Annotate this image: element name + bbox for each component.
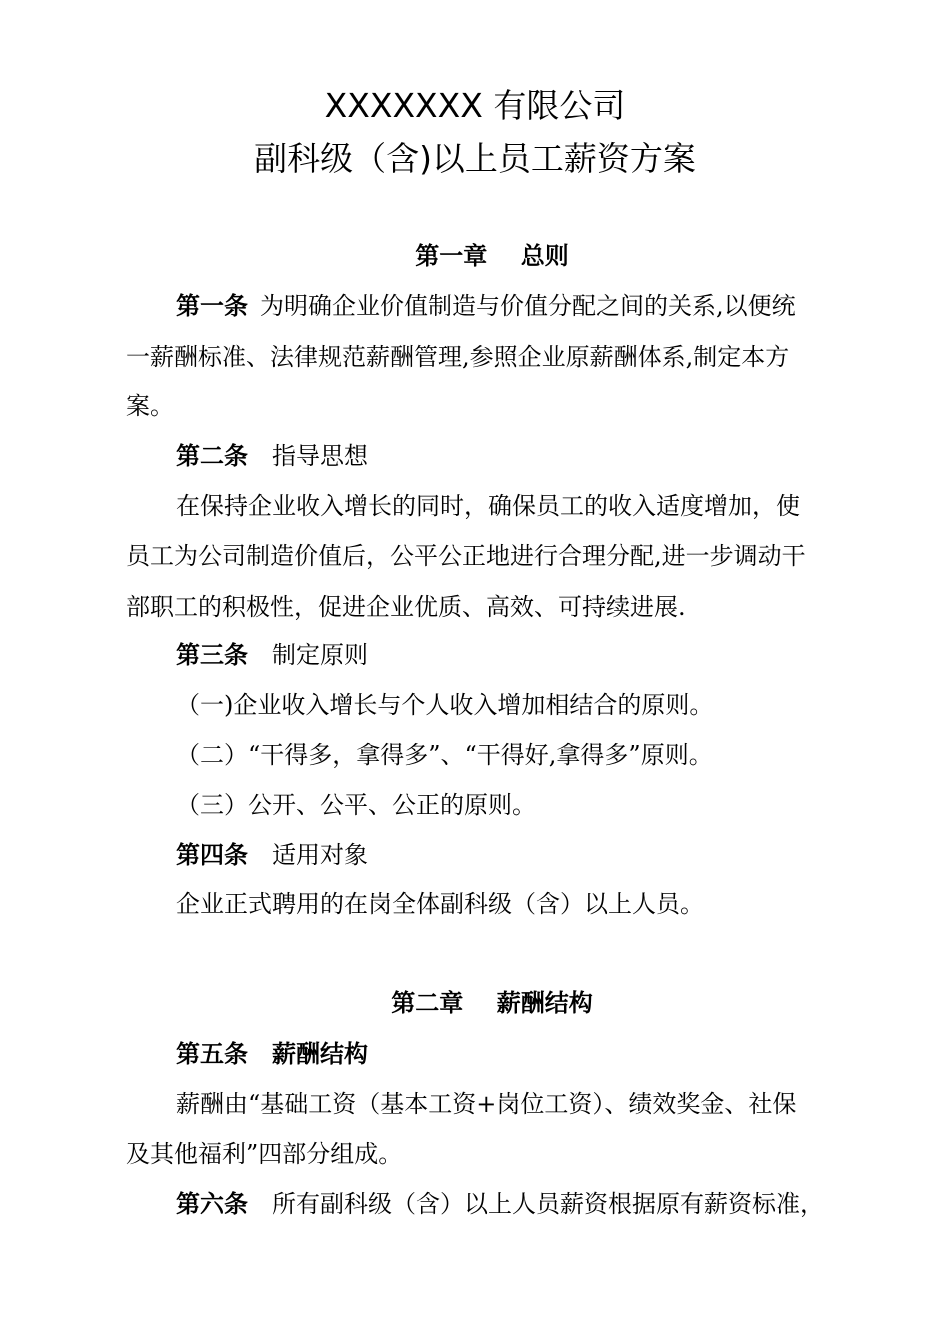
article-1-line-2: 一薪酬标准、法律规范薪酬管理,参照企业原薪酬体系,制定本方: [126, 343, 790, 371]
article-3-heading-line: [176, 640, 368, 670]
chapter-1-heading: 第一章 总则: [415, 242, 569, 270]
article-5-heading-line: [176, 1039, 368, 1069]
article-1-line-3: 案。: [126, 392, 174, 420]
article-2-heading: 指导思想: [272, 442, 368, 470]
chapter-2-heading: 第二章 薪酬结构: [391, 989, 593, 1017]
document-title-company: XXXXXXX 有限公司: [324, 86, 626, 125]
article-4-heading-line: [176, 840, 368, 870]
article-6-label: 第六条: [176, 1190, 248, 1218]
article-3-item-1: （一)企业收入增长与个人收入增加相结合的原则。: [176, 691, 714, 719]
article-4-label: 第四条: [176, 841, 248, 869]
article-2-line-1: 在保持企业收入增长的同时，确保员工的收入适度增加，使: [176, 492, 800, 520]
article-5-line-1: 薪酬由“基础工资（基本工资+岗位工资）、绩效奖金、社保: [176, 1090, 797, 1118]
article-2-label: 第二条: [176, 442, 248, 470]
article-5-heading: 薪酬结构: [272, 1040, 368, 1068]
article-2-line-3: 部职工的积极性，促进企业优质、高效、可持续进展.: [126, 593, 686, 621]
article-6-line-1: [176, 1189, 824, 1219]
article-3-heading: 制定原则: [272, 641, 368, 669]
document-title-scheme: 副科级（含)以上员工薪资方案: [254, 139, 696, 178]
article-3-item-2: （二）“干得多，拿得多”、“干得好,拿得多”原则。: [176, 741, 713, 769]
article-5-line-2: 及其他福利”四部分组成。: [126, 1140, 403, 1168]
article-6-text-1: 所有副科级（含）以上人员薪资根据原有薪资标准，: [272, 1190, 824, 1218]
article-3-item-3: （三）公开、公平、公正的原则。: [176, 791, 536, 819]
article-3-label: 第三条: [176, 641, 248, 669]
article-1-text-1: 为明确企业价值制造与价值分配之间的关系,以便统: [260, 292, 796, 320]
article-1-line-1: [176, 291, 796, 321]
article-5-label: 第五条: [176, 1040, 248, 1068]
article-1-label: 第一条: [176, 292, 248, 320]
article-2-line-2: 员工为公司制造价值后，公平公正地进行合理分配,进一步调动干: [126, 542, 806, 570]
article-4-heading: 适用对象: [272, 841, 368, 869]
article-4-line-1: 企业正式聘用的在岗全体副科级（含）以上人员。: [176, 890, 704, 918]
article-2-heading-line: [176, 441, 368, 471]
